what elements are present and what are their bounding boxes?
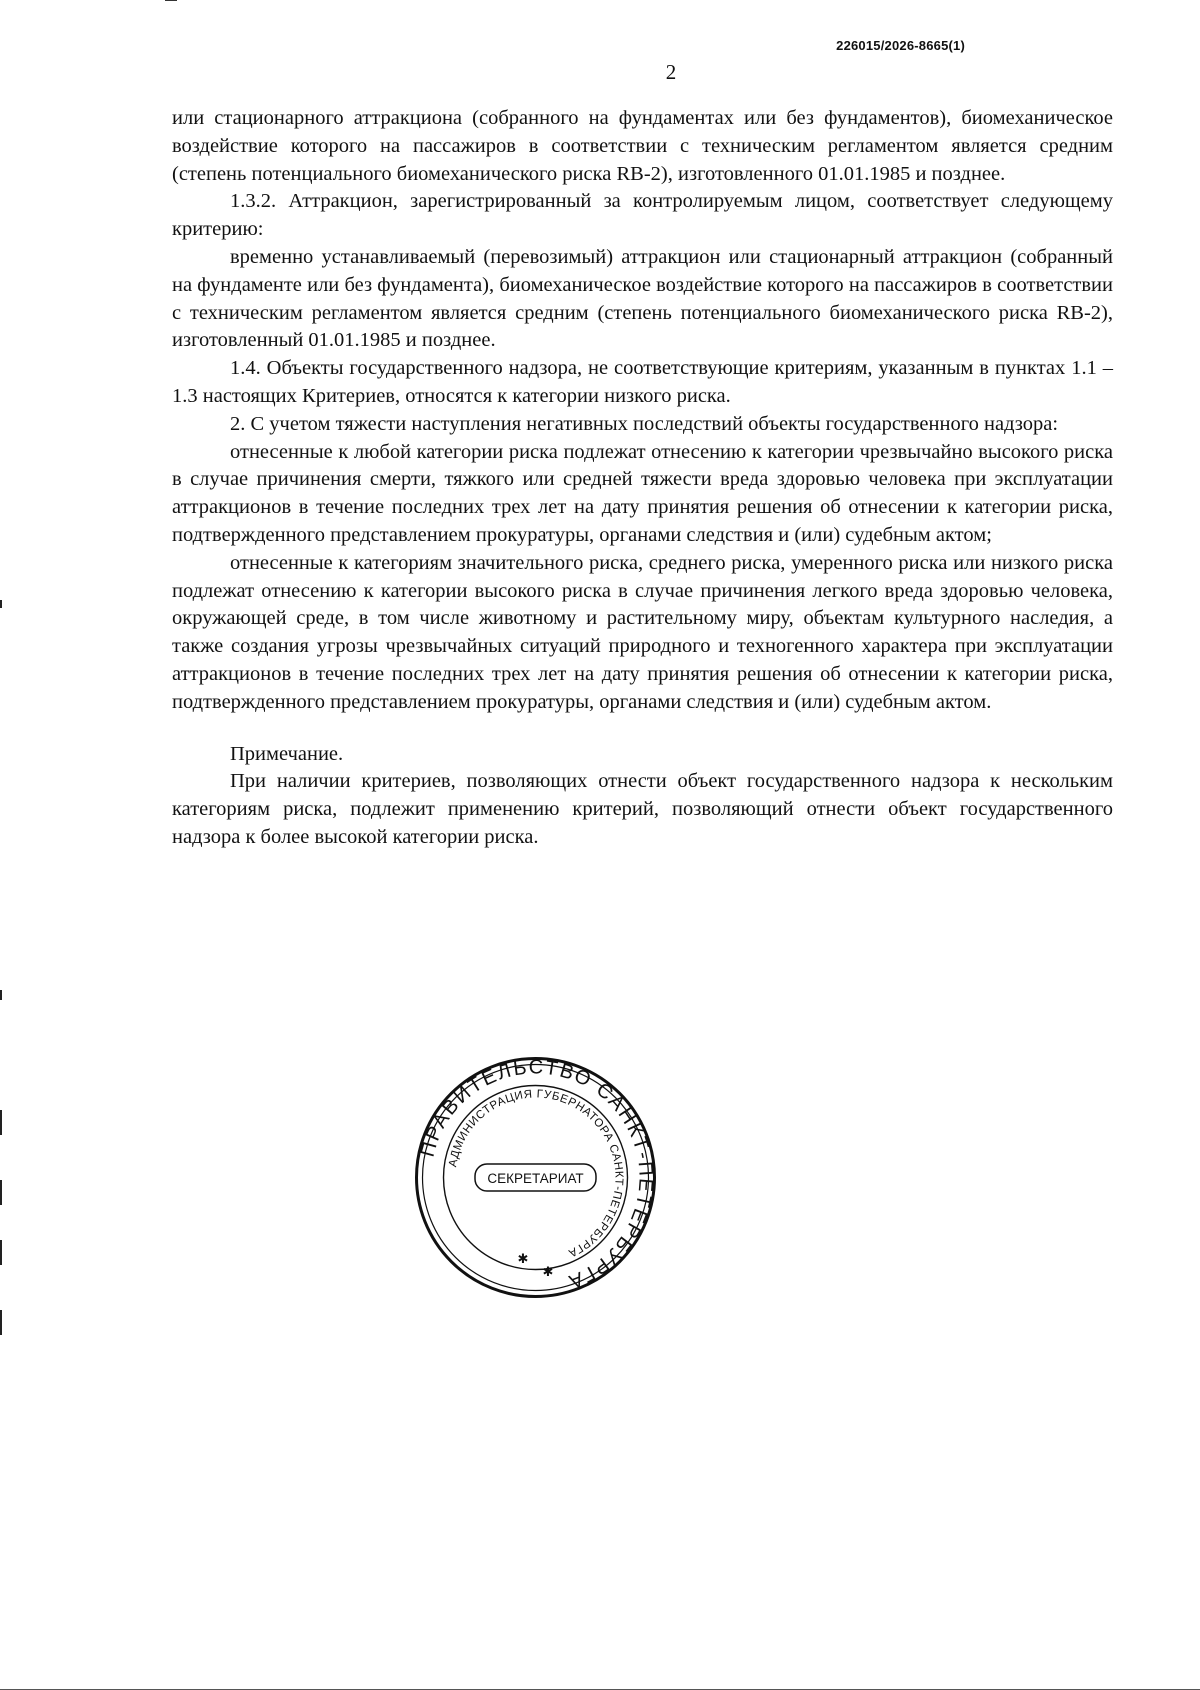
paragraph-1-3-2: 1.3.2. Аттракцион, зарегистрированный за контролируемым лицом, соответствует следующему критерию:: [172, 190, 1113, 241]
paragraph-1-4: 1.4. Объекты государственного надзора, не соответствующие критериям, указанным в пунктах 1.1 – 1.3 настоящих Критериев, относятся к категории низкого риска.: [172, 357, 1113, 407]
scan-edge-mark: [165, 0, 177, 1]
paragraph-criterion: временно устанавливаемый (перевозимый) аттракцион или стационарный аттракцион (собранный на фундаменте или без фундамента), биомеханическое воздействие которого на пассажиров в соответствии с техническим регламентом является средним (степень потенциального биомеханического риска RB-2), изготовленный 01.01.1985 и позднее.: [172, 245, 1113, 352]
document-number: 226015/2026-8665(1): [836, 38, 965, 53]
seal-outer-text: ПРАВИТЕЛЬСТВО САНКТ-ПЕТЕРБУРГА: [416, 1056, 657, 1294]
note-text: При наличии критериев, позволяющих отнести объект государственного надзора к нескольким категориям риска, подлежит применению критерий, позволяющий отнести объект государственного надзора к более высокой категории риска.: [172, 770, 1113, 848]
page-number: 2: [665, 60, 677, 84]
paragraph-2: 2. С учетом тяжести наступления негативных последствий объекты государственного надзора:: [230, 412, 1059, 435]
note-title: Примечание.: [230, 742, 344, 765]
paragraph-continuation: или стационарного аттракциона (собранного на фундаментах или без фундаментов), биомеханическое воздействие которого на пассажиров в соответствии с техническим регламентом является средним (степень потенциального биомеханического риска RB-2), изготовленного 01.01.1985 и позднее.: [172, 107, 1113, 185]
seal-inner-text: АДМИНИСТРАЦИЯ ГУБЕРНАТОРА САНКТ-ПЕТЕРБУРГА: [447, 1088, 625, 1260]
scan-edge-mark: [0, 1310, 2, 1335]
scan-edge-mark: [0, 1110, 2, 1135]
scan-edge-mark: [0, 600, 2, 608]
seal-center-text: СЕКРЕТАРИАТ: [487, 1171, 584, 1186]
star-icon: ✱: [517, 1252, 529, 1267]
paragraph-extreme-risk: отнесенные к любой категории риска подлежат отнесению к категории чрезвычайно высокого риска в случае причинения смерти, тяжкого или средней тяжести вреда здоровью человека при эксплуатации аттракционов в течение последних трех лет на дату принятия решения об отнесении к категории риска, подтвержденного представлением прокуратуры, органами следствия и (или) судебным актом;: [172, 440, 1113, 546]
paragraph-high-risk: отнесенные к категориям значительного риска, среднего риска, умеренного риска или низкого риска подлежат отнесению к категории высокого риска в случае причинения легкого вреда здоровью человека, окружающей среде, в том числе животному и растительному миру, объектам культурного наследия, а также создания угрозы чрезвычайных ситуаций природного и техногенного характера при эксплуатации аттракционов в течение последних трех лет на дату принятия решения об отнесении к категории риска, подтвержденного представлением прокуратуры, органами следствия и (или) судебным актом.: [172, 551, 1113, 713]
scan-edge-mark: [0, 1180, 2, 1205]
scan-edge-mark: [0, 990, 2, 1000]
star-icon: ✱: [542, 1265, 554, 1280]
scan-edge-mark: [0, 1240, 2, 1265]
official-seal: [413, 1055, 658, 1300]
document-body: [172, 105, 1113, 852]
